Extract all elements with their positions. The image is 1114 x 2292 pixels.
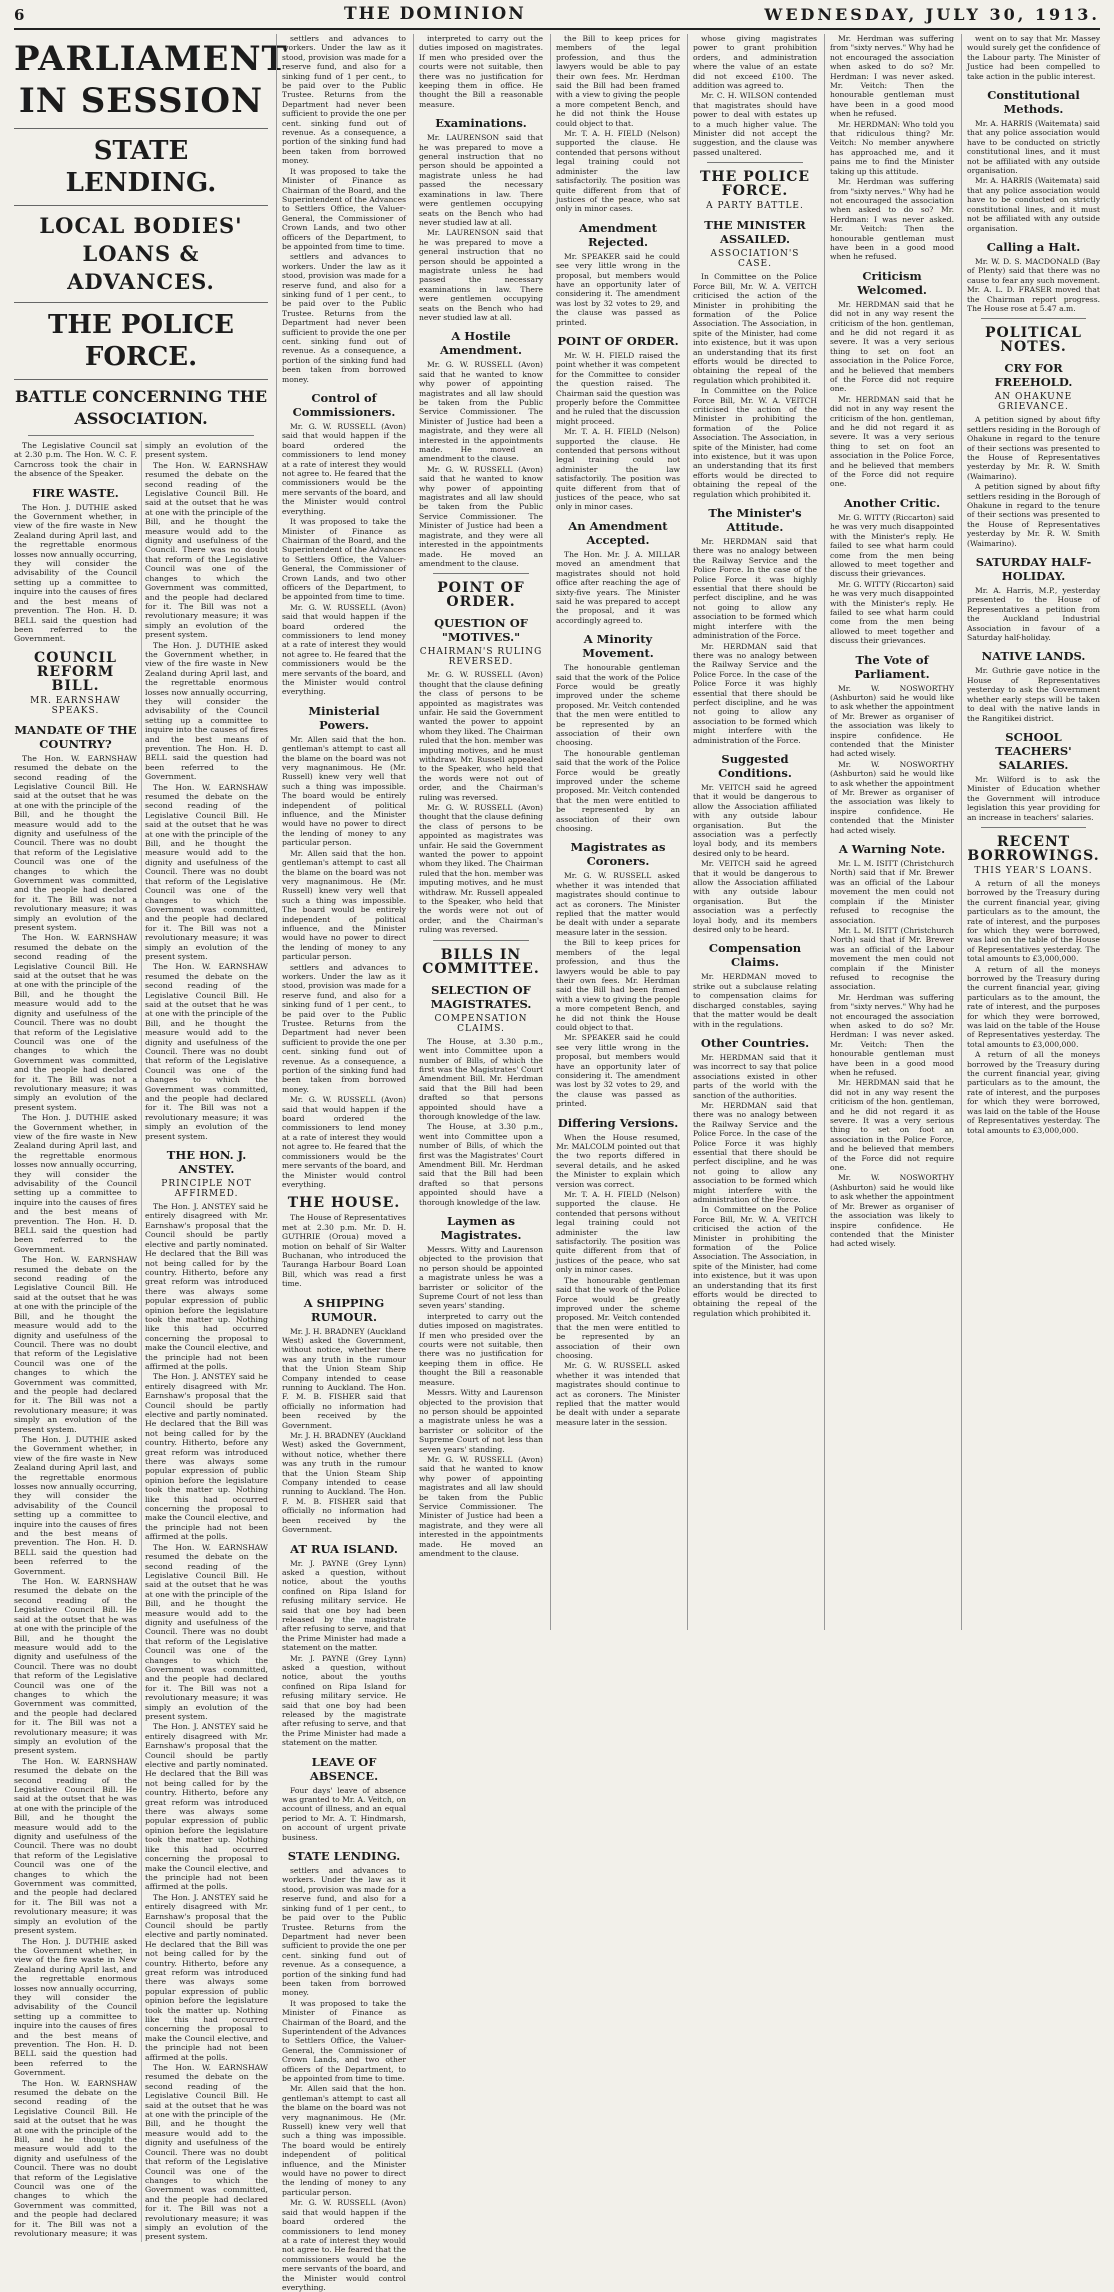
- deck-police-force: THE POLICE FORCE.: [14, 302, 268, 373]
- paragraph: The honourable gentleman said that the work of the Police Force would be greatly improved under the scheme proposed. Mr. Veitch contended that the men were entitled to be represented by an association of their own choosing.: [556, 663, 680, 748]
- paragraph: interpreted to carry out the duties imposed on magistrates. If men who presided over the courts were not suitable, then there was no justification for keeping them in office. He thought the Bill a reasonable measure.: [419, 1311, 543, 1387]
- paragraph: The Hon. J. DUTHIE asked the Government whether, in view of the fire waste in New Zealand during April last, and the regrettable enormous losses now annually occurring, they will consider the advisability of the Council setting up a committee to inquire into the causes of fires and the best means of prevention. The Hon. H. D. BELL said the question had been referred to the Government.: [14, 1936, 137, 2078]
- paragraph: whose giving magistrates power to grant prohibition orders, and administration where the value of an estate did not exceed £100. The addition was agreed to.: [693, 34, 817, 91]
- deck-state-lending: STATE LENDING.: [14, 128, 268, 199]
- section-heading: Magistrates as Coroners.: [570, 840, 666, 869]
- paragraph: Mr. HERDMAN: Who told you that ridiculous thing? Mr. Veitch: No member anywhere has approached me, and it pains me to find the Minister taking up this attitude.: [830, 119, 954, 176]
- paragraph: The Hon. W. EARNSHAW resumed the debate on the second reading of the Legislative Council Bill. He said at the outset that he was at one with the principle of the Bill, and he thought the measure would add to the dignity and usefulness of the Council. There was no doubt that reform of the Legislative Council was one of the changes to which the Government was committed, and the people had declared for it. The Bill was not a revolutionary measure; it was simply an evolution of the present system.: [14, 933, 137, 1112]
- paragraph: It was proposed to take the Minister of Finance as Chairman of the Board, and the Superintendent of the Advances to Settlers Office, the Valuer-General, the Commissioner of Crown Lands, and two other officers of the Department, to be appointed from time to time.: [282, 517, 406, 602]
- paragraph: Mr. G. W. RUSSELL (Avon) said that would happen if the board ordered the commissioners to lend money at a rate of interest they would not agree to. He feared that the commissioners would be the mere servants of the board, and the Minister would control everything.: [282, 2198, 406, 2292]
- subheading: THIS YEAR'S LOANS.: [974, 865, 1093, 876]
- paragraph: Mr. W. D. S. MACDONALD (Bay of Plenty) said that there was no cause to fear any such movement. Mr. A. L. D. FRASER moved that the Chairman report progress. The House rose at 5.47 a.m.: [967, 256, 1100, 313]
- paragraph: settlers and advances to workers. Under the law as it stood, provision was made for a reserve fund, and also for a sinking fund of 1 per cent., to be paid over to the Public Trustee. Returns from the Department had never been sufficient to provide the one per cent. sinking fund out of revenue. As a consequence, a portion of the sinking fund had been taken from borrowed money.: [282, 34, 406, 166]
- paragraph: Mr. G. W. RUSSELL (Avon) said that would happen if the board ordered the commissioners to lend money at a rate of interest they would not agree to. He feared that the commissioners would be the mere servants of the board, and the Minister would control everything.: [282, 602, 406, 697]
- section-heading: Suggested Conditions.: [718, 751, 792, 780]
- paragraph: The House, at 3.30 p.m., went into Committee upon a number of Bills, of which the first was the Magistrates' Court Amendment Bill. Mr. Herdman said that the Bill had been drafted so that persons appointed should have a thorough knowledge of the law.: [419, 1036, 543, 1121]
- paragraph: Mr. G. W. RUSSELL (Avon) said that would happen if the board ordered the commissioners to lend money at a rate of interest they would not agree to. He feared that the commissioners would be the mere servants of the board, and the Minister would control everything.: [282, 1095, 406, 1189]
- paragraph: The Hon. J. DUTHIE asked the Government whether, in view of the fire waste in New Zealand during April last, and the regrettable enormous losses now annually occurring, they will consider the advisability of the Council setting up a committee to inquire into the causes of fires and the best means of prevention. The Hon. H. D. BELL said the question had been referred to the Government.: [14, 1113, 137, 1254]
- paragraph: Mr. G. WITTY (Riccarton) said he was very much disappointed with the Minister's reply. He failed to see what harm could come from the men being allowed to meet together and discuss their grievances.: [830, 512, 954, 579]
- section-heading: Constitutional Methods.: [987, 88, 1080, 117]
- subheading: COMPENSATION CLAIMS.: [434, 1013, 528, 1034]
- section-heading: A Minority Movement.: [582, 632, 654, 661]
- page-number: 6: [14, 6, 25, 24]
- paragraph: The Hon. J. ANSTEY said he entirely disagreed with Mr. Earnshaw's proposal that the Council should be partly elective and partly nominated. He declared that the Bill was not being called for by the country. Hitherto, before any great reform was introduced there was always some popular expression of public opinion before the legislature took the matter up. Nothing like this had occurred concerning the proposal to make the Council elective, and the principle had not been affirmed at the polls.: [145, 1892, 268, 2062]
- column-4: [550, 34, 685, 1630]
- section-heading: POINT OF ORDER.: [557, 333, 679, 348]
- paragraph: settlers and advances to workers. Under the law as it stood, provision was made for a reserve fund, and also for a sinking fund of 1 per cent., to be paid over to the Public Trustee. Returns from the Department had never been sufficient to provide the one per cent. sinking fund out of revenue. As a consequence, a portion of the sinking fund had been taken from borrowed money.: [282, 962, 406, 1094]
- paragraph: Mr. W. H. FIELD raised the point whether it was competent for the Committee to consider the question raised. The Chairman said the question was properly before the Committee and he ruled that the discussion might proceed.: [556, 350, 681, 426]
- paragraph: Mr. HERDMAN said that there was no analogy between the Railway Service and the Police Force. In the case of the Police Force it was highly essential that there should be perfect discipline, and he was not going to allow any association to be formed which might interfere with the administration of the Force.: [693, 537, 817, 641]
- paragraph: Messrs. Witty and Laurenson objected to the provision that no person should be appointed a magistrate unless he was a barrister or solicitor of the Supreme Court of not less than seven years' standing.: [419, 1388, 543, 1454]
- section-heading: SELECTION OF MAGISTRATES.: [430, 982, 532, 1011]
- paragraph: A petition signed by about fifty settlers residing in the Borough of Ohakune in regard to the tenure of their sections was presented to the House of Representatives yesterday by Mr. R. W. Smith (Waimarino).: [967, 415, 1100, 481]
- page-columns: [14, 34, 1100, 2292]
- paragraph: The Hon. J. DUTHIE asked the Government whether, in view of the fire waste in New Zealand during April last, and the regrettable enormous losses now annually occurring, they will consider the advisability of the Council setting up a committee to inquire into the causes of fires and the best means of prevention. The Hon. H. D. BELL said the question had been referred to the Government.: [145, 640, 268, 782]
- paragraph: Mr. J. PAYNE (Grey Lynn) asked a question, without notice, about the youths confined on Ripa Island for refusing military service. He said that one boy had been released by the magistrate after refusing to serve, and that the Prime Minister had made a statement on the matter.: [282, 1653, 406, 1748]
- paragraph: Mr. W. NOSWORTHY (Ashburton) said he would like to ask whether the appointment of Mr. Brewer as organiser of the association was likely to inspire confidence. He contended that the Minister had acted wisely.: [830, 1173, 954, 1249]
- paragraph: The honourable gentleman said that the work of the Police Force would be greatly improved under the scheme proposed. Mr. Veitch contended that the men were entitled to be represented by an association of their own choosing.: [556, 1275, 680, 1360]
- paragraph: Mr. J. H. BRADNEY (Auckland West) asked the Government, without notice, whether there was any truth in the rumour that the Union Steam Ship Company intended to cease running to Auckland. The Hon. F. M. B. FISHER said that officially no information had been received by the Government.: [282, 1431, 406, 1535]
- paragraph: Mr. G. W. RUSSELL (Avon) said that would happen if the board ordered the commissioners to lend money at a rate of interest they would not agree to. He feared that the commissioners would be the mere servants of the board, and the Minister would control everything.: [282, 422, 406, 516]
- paragraph: the Bill to keep prices for members of the legal profession, and thus the lawyers would be able to pay their own fees. Mr. Herdman said the Bill had been framed with a view to giving the people a more competent Bench, and he did not think the House could object to that.: [556, 938, 680, 1032]
- issue-date: WEDNESDAY, JULY 30, 1913.: [764, 5, 1100, 24]
- column-7: [961, 34, 1100, 1630]
- paragraph: Mr. Guthrie gave notice in the House of Representatives yesterday to ask the Government whether early steps will be taken to deal with the native lands in the Rangitikei district.: [967, 666, 1100, 723]
- section-heading: A Hostile Amendment.: [440, 329, 522, 358]
- section-heading: SCHOOL TEACHERS' SALARIES.: [995, 729, 1072, 772]
- paragraph: Mr. HERDMAN said that it was incorrect to say that police associations existed in other parts of the world with the sanction of the authorities.: [693, 1052, 817, 1100]
- section-heading: Differing Versions.: [557, 1115, 679, 1130]
- paragraph: went on to say that Mr. Massey would surely get the confidence of the Labour party. The Minister of Justice had been compelled to take action in the public interest.: [967, 34, 1100, 81]
- paragraph: Mr. G. W. RUSSELL (Avon) said that he wanted to know why power of appointing magistrates and all law should be taken from the Public Service Commissioner. The Minister of Justice had been a magistrate, and they were all interested in the appointments made. He moved an amendment to the clause.: [419, 1454, 543, 1558]
- section-heading: LEAVE OF ABSENCE.: [309, 1754, 379, 1783]
- paragraph: Mr. LAURENSON said that he was prepared to move a general instruction that no person should be appointed a magistrate unless he had passed the necessary examinations in law. There were gentlemen occupying seats on the Bench who had never studied law at all.: [419, 228, 543, 322]
- paragraph: Mr. T. A. H. FIELD (Nelson) supported the clause. He contended that persons without legal training could not administer the law satisfactorily. The position was quite different from that of justices of the peace, who sat only in minor cases.: [556, 427, 680, 512]
- section-heading: THE HOUSE.: [287, 1195, 401, 1212]
- paragraph: Mr. G. W. RUSSELL (Avon) said that he wanted to know why power of appointing magistrates and all law should be taken from the Public Service Commissioner. The Minister of Justice had been a magistrate, and they were all interested in the appointments made. He moved an amendment to the clause.: [419, 360, 543, 464]
- paragraph: The Hon. W. EARNSHAW resumed the debate on the second reading of the Legislative Council Bill. He said at the outset that he was at one with the principle of the Bill, and he thought the measure would add to the dignity and usefulness of the Council. There was no doubt that reform of the Legislative Council was one of the changes to which the Government was committed, and the people had declared for it. The Bill was not a revolutionary measure; it was simply an evolution of the present system.: [145, 962, 268, 1141]
- paragraph: Mr. Allen said that the hon. gentleman's attempt to cast all the blame on the board was not very magnanimous. He (Mr. Russell) knew very well that such a thing was impossible. The board would be entirely independent of political influence, and the Minister would have no power to direct the lending of money to any particular person.: [282, 2084, 406, 2197]
- paragraph: Mr. HERDMAN said that he did not in any way resent the criticism of the hon. gentleman, and he did not regard it as severe. It was a very serious thing to set on foot an association in the Police Force, and he believed that members of the Force did not require one.: [830, 1078, 954, 1173]
- paragraph: Mr. LAURENSON said that he was prepared to move a general instruction that no person should be appointed a magistrate unless he had passed the necessary examinations in law. There were gentlemen occupying seats on the Bench who had never studied law at all.: [419, 133, 543, 227]
- section-heading: FIRE WASTE.: [32, 485, 119, 500]
- section-heading: A Warning Note.: [838, 842, 946, 857]
- section-heading: Another Critic.: [843, 495, 941, 510]
- paragraph: The Hon. W. EARNSHAW resumed the debate on the second reading of the Legislative Council Bill. He said at the outset that he was at one with the principle of the Bill, and he thought the measure would add to the dignity and usefulness of the Council. There was no doubt that reform of the Legislative Council was one of the changes to which the Government was committed, and the people had declared for it. The Bill was not a revolutionary measure; it was simply an evolution of the present system.: [14, 1255, 137, 1434]
- paragraph: The Hon. W. EARNSHAW resumed the debate on the second reading of the Legislative Council Bill. He said at the outset that he was at one with the principle of the Bill, and he thought the measure would add to the dignity and usefulness of the Council. There was no doubt that reform of the Legislative Council was one of the changes to which the Government was committed, and the people had declared for it. The Bill was not a revolutionary measure; it was simply an evolution of the present system.: [14, 1756, 137, 1936]
- paragraph: Mr. Wilford is to ask the Minister of Education whether the Government will introduce legislation this year providing for an increase in teachers' salaries.: [967, 774, 1100, 822]
- paragraph: Mr. A. HARRIS (Waitemata) said that any police association would have to be conducted on strictly constitutional lines, and it must not be affiliated with any outside organisation.: [967, 119, 1100, 176]
- paragraph: Mr. J. H. BRADNEY (Auckland West) asked the Government, without notice, whether there was any truth in the rumour that the Union Steam Ship Company intended to cease running to Auckland. The Hon. F. M. B. FISHER said that officially no information had been received by the Government.: [282, 1326, 406, 1430]
- section-heading: Laymen as Magistrates.: [440, 1214, 522, 1242]
- deck-battle: BATTLE CONCERNING THE ASSOCIATION.: [14, 379, 268, 430]
- section-heading: CRY FOR FREEHOLD.: [994, 361, 1073, 390]
- paragraph: Mr. Herdman was suffering from "sixty nerves." Why had he not encouraged the association when asked to do so? Mr. Herdman: I was never asked. Mr. Veitch: Then the honourable gentleman must have been in a good mood when he refused.: [830, 34, 954, 119]
- divider: [28, 435, 254, 436]
- section-heading: QUESTION OF "MOTIVES.": [434, 616, 528, 645]
- paragraph: Mr. VEITCH said he agreed that it would be dangerous to allow the Association affiliated with any outside labour organisation. But the association was a perfectly loyal body, and its members desired only to be heard.: [693, 859, 817, 935]
- paragraph: Mr. L. M. ISITT (Christchurch North) said that if Mr. Brewer was an official of the Labour movement the men could not complain if the Minister refused to recognise the association.: [830, 859, 954, 925]
- paragraph: Mr. J. PAYNE (Grey Lynn) asked a question, without notice, about the youths confined on Ripa Island for refusing military service. He said that one boy had been released by the magistrate after refusing to serve, and that the Prime Minister had made a statement on the matter.: [282, 1558, 406, 1653]
- section-heading: POINT OF ORDER.: [437, 580, 525, 611]
- section-heading: Ministerial Powers.: [308, 703, 380, 732]
- paragraph: Mr. W. NOSWORTHY (Ashburton) said he would like to ask whether the appointment of Mr. Brewer as organiser of the association was likely to inspire confidence. He contended that the Minister had acted wisely.: [830, 683, 954, 759]
- subheading: AN OHAKUNE GRIEVANCE.: [994, 392, 1073, 413]
- section-heading: Other Countries.: [700, 1035, 810, 1050]
- paragraph: Mr. HERDMAN said that he did not in any way resent the criticism of the hon. gentleman, and he did not regard it as severe. It was a very serious thing to set on foot an association in the Police Force, and he believed that members of the Force did not require one.: [830, 394, 954, 489]
- section-heading: The Vote of Parliament.: [854, 652, 930, 681]
- paragraph: The Hon. J. ANSTEY said he entirely disagreed with Mr. Earnshaw's proposal that the Council should be partly elective and partly nominated. He declared that the Bill was not being called for by the country. Hitherto, before any great reform was introduced there was always some popular expression of public opinion before the legislature took the matter up. Nothing like this had occurred concerning the proposal to make the Council elective, and the principle had not been affirmed at the polls.: [145, 1722, 268, 1892]
- paragraph: The honourable gentleman said that the work of the Police Force would be greatly improved under the scheme proposed. Mr. Veitch contended that the men were entitled to be represented by an association of their own choosing.: [556, 748, 680, 834]
- section-heading: The Minister's Attitude.: [708, 506, 802, 535]
- paragraph: In Committee on the Police Force Bill, Mr. W. A. VEITCH criticised the action of the Minister in prohibiting the formation of the Police Association. The Association, in spite of the Minister, had come into existence, but it was upon an understanding that its first efforts would be directed to obtaining the repeal of the regulation which prohibited it.: [693, 386, 817, 499]
- paragraph: settlers and advances to workers. Under the law as it stood, provision was made for a reserve fund, and also for a sinking fund of 1 per cent., to be paid over to the Public Trustee. Returns from the Department had never been sufficient to provide the one per cent. sinking fund out of revenue. As a consequence, a portion of the sinking fund had been taken from borrowed money.: [282, 1866, 406, 1998]
- paragraph: The Hon. W. EARNSHAW resumed the debate on the second reading of the Legislative Council Bill. He said at the outset that he was at one with the principle of the Bill, and he thought the measure would add to the dignity and usefulness of the Council. There was no doubt that reform of the Legislative Council was one of the changes to which the Government was committed, and the people had declared for it. The Bill was not a revolutionary measure; it was simply an evolution of the present system.: [14, 441, 268, 2239]
- paragraph: Four days' leave of absence was granted to Mr. A. Veitch, on account of illness, and an equal period to Mr. A. T. Hindmarsh, on account of urgent private business.: [282, 1785, 407, 1842]
- column-1-body: [14, 441, 268, 2242]
- paragraph: the Bill to keep prices for members of the legal profession, and thus the lawyers would be able to pay their own fees. Mr. Herdman said the Bill had been framed with a view to giving the people a more competent Bench, and he did not think the House could object to that.: [556, 34, 680, 128]
- section-heading: Compensation Claims.: [708, 941, 802, 970]
- section-heading: Amendment Rejected.: [579, 220, 657, 249]
- subheading: PRINCIPLE NOT AFFIRMED.: [161, 1179, 252, 1200]
- section-heading: Examinations.: [435, 116, 527, 131]
- column-2: [276, 34, 411, 2292]
- section-heading: SATURDAY HALF-HOLIDAY.: [975, 555, 1092, 584]
- column-5: [687, 34, 822, 1630]
- paragraph: The Hon. J. ANSTEY said he entirely disagreed with Mr. Earnshaw's proposal that the Council should be partly elective and partly nominated. He declared that the Bill was not being called for by the country. Hitherto, before any great reform was introduced there was always some popular expression of public opinion before the legislature took the matter up. Nothing like this had occurred concerning the proposal to make the Council elective, and the principle had not been affirmed at the polls.: [145, 1202, 268, 1371]
- paragraph: Messrs. Witty and Laurenson objected to the provision that no person should be appointed a magistrate unless he was a barrister or solicitor of the Supreme Court of not less than seven years' standing.: [419, 1245, 543, 1311]
- paragraph: A return of all the moneys borrowed by the Treasury during the current financial year, giving particulars as to the amount, the rate of interest, and the purposes for which they were borrowed, was laid on the table of the House of Representatives yesterday. The total amounts to £3,000,000.: [967, 1050, 1100, 1135]
- section-heading: THE POLICE FORCE.: [699, 169, 811, 200]
- paragraph: A petition signed by about fifty settlers residing in the Borough of Ohakune in regard to the tenure of their sections was presented to the House of Representatives yesterday by Mr. R. W. Smith (Waimarino).: [967, 482, 1100, 548]
- paragraph: The House of Representatives met at 2.30 p.m. Mr. D. H. GUTHRIE (Oroua) moved a motion on behalf of Sir Walter Buchanan, who introduced the Tauranga Harbour Board Loan Bill, which was read a first time.: [282, 1213, 406, 1289]
- paragraph: Mr. SPEAKER said he could see very little wrong in the proposal, but members would have an opportunity later of considering it. The amendment was lost by 32 votes to 29, and the clause was passed as printed.: [556, 1033, 680, 1109]
- paragraph: Mr. G. WITTY (Riccarton) said he was very much disappointed with the Minister's reply. He failed to see what harm could come from the men being allowed to meet together and discuss their grievances.: [830, 579, 954, 646]
- section-heading: BILLS IN COMMITTEE.: [422, 946, 540, 977]
- subheading: MR. EARNSHAW SPEAKS.: [30, 695, 121, 716]
- section-heading: THE HON. J. ANSTEY.: [166, 1148, 247, 1177]
- paragraph: In Committee on the Police Force Bill, Mr. W. A. VEITCH criticised the action of the Minister in prohibiting the formation of the Police Association. The Association, in spite of the Minister, had come into existence, but it was upon an understanding that its first efforts would be directed to obtaining the repeal of the regulation which prohibited it.: [693, 1205, 817, 1318]
- subheading: ASSOCIATION'S CASE.: [710, 249, 800, 270]
- section-heading: COUNCIL REFORM BILL.: [34, 649, 117, 694]
- paragraph: The Hon. J. DUTHIE asked the Government whether, in view of the fire waste in New Zealand during April last, and the regrettable enormous losses now annually occurring, they will consider the advisability of the Council setting up a committee to inquire into the causes of fires and the best means of prevention. The Hon. H. D. BELL said the question had been referred to the Government.: [14, 1434, 137, 1576]
- paragraph: Mr. Herdman was suffering from "sixty nerves." Why had he not encouraged the association when asked to do so? Mr. Herdman: I was never asked. Mr. Veitch: Then the honourable gentleman must have been in a good mood when he refused.: [830, 177, 954, 262]
- deck-local-bodies: LOCAL BODIES' LOANS & ADVANCES.: [14, 205, 268, 296]
- divider: [981, 827, 1086, 828]
- paragraph: It was proposed to take the Minister of Finance as Chairman of the Board, and the Superintendent of the Advances to Settlers Office, the Valuer-General, the Commissioner of Crown Lands, and two other officers of the Department, to be appointed from time to time.: [282, 166, 406, 251]
- section-heading: THE MINISTER ASSAILED.: [704, 218, 806, 247]
- paragraph: Mr. HERDMAN said that he did not in any way resent the criticism of the hon. gentleman, and he did not regard it as severe. It was a very serious thing to set on foot an association in the Police Force, and he believed that members of the Force did not require one.: [830, 299, 954, 394]
- subheading: A PARTY BATTLE.: [706, 201, 804, 212]
- paragraph: Mr. Allen said that the hon. gentleman's attempt to cast all the blame on the board was not very magnanimous. He (Mr. Russell) knew very well that such a thing was impossible. The board would be entirely independent of political influence, and the Minister would have no power to direct the lending of money to any particular person.: [282, 734, 406, 848]
- section-heading: NATIVE LANDS.: [981, 649, 1086, 664]
- paragraph: Mr. L. M. ISITT (Christchurch North) said that if Mr. Brewer was an official of the Labour movement the men could not complain if the Minister refused to recognise the association.: [830, 925, 954, 992]
- paragraph: The Hon. W. EARNSHAW resumed the debate on the second reading of the Legislative Council Bill. He said at the outset that he was at one with the principle of the Bill, and he thought the measure would add to the dignity and usefulness of the Council. There was no doubt that reform of the Legislative Council was one of the changes to which the Government was committed, and the people had declared for it. The Bill was not a revolutionary measure; it was simply an evolution of the present system.: [14, 753, 137, 933]
- paragraph: interpreted to carry out the duties imposed on magistrates. If men who presided over the courts were not suitable, then there was no justification for keeping them in office. He thought the Bill a reasonable measure.: [419, 34, 543, 109]
- column-1: [14, 34, 288, 2242]
- paragraph: Mr. Herdman was suffering from "sixty nerves." Why had he not encouraged the association when asked to do so? Mr. Herdman: I was never asked. Mr. Veitch: Then the honourable gentleman must have been in a good mood when he refused.: [830, 992, 954, 1077]
- paragraph: Mr. SPEAKER said he could see very little wrong in the proposal, but members would have an opportunity later of considering it. The amendment was lost by 32 votes to 29, and the clause was passed as printed.: [556, 251, 680, 327]
- divider: [707, 162, 803, 163]
- paragraph: In Committee on the Police Force Bill, Mr. W. A. VEITCH criticised the action of the Minister in prohibiting the formation of the Police Association. The Association, in spite of the Minister, had come into existence, but it was upon an understanding that its first efforts would be directed to obtaining the repeal of the regulation which prohibited it.: [693, 272, 817, 385]
- paragraph: The Hon. W. EARNSHAW resumed the debate on the second reading of the Legislative Council Bill. He said at the outset that he was at one with the principle of the Bill, and he thought the measure would add to the dignity and usefulness of the Council. There was no doubt that reform of the Legislative Council was one of the changes to which the Government was committed, and the people had declared for it. The Bill was not a revolutionary measure; it was simply an evolution of the present system.: [145, 2063, 268, 2242]
- divider: [433, 940, 529, 941]
- paragraph: Mr. T. A. H. FIELD (Nelson) supported the clause. He contended that persons without legal training could not administer the law satisfactorily. The position was quite different from that of justices of the peace, who sat only in minor cases.: [556, 1190, 680, 1275]
- paragraph: Mr. W. NOSWORTHY (Ashburton) said he would like to ask whether the appointment of Mr. Brewer as organiser of the association was likely to inspire confidence. He contended that the Minister had acted wisely.: [830, 759, 954, 835]
- paragraph: Mr. G. W. RUSSELL (Avon) thought that the clause defining the class of persons to be appointed as magistrates was unfair. He said the Government wanted the power to appoint whom they liked. The Chairman ruled that the hon. member was imputing motives, and he must withdraw. Mr. Russell appealed to the Speaker, who held that the words were not out of order, and the Chairman's ruling was reversed.: [419, 803, 543, 935]
- paragraph: Mr. A. Harris, M.P., yesterday presented to the House of Representatives a petition from the Auckland Industrial Association in favour of a Saturday half-holiday.: [967, 586, 1100, 643]
- masthead: [14, 4, 1100, 30]
- paragraph: The Hon. W. EARNSHAW resumed the debate on the second reading of the Legislative Council Bill. He said at the outset that he was at one with the principle of the Bill, and he thought the measure would add to the dignity and usefulness of the Council. There was no doubt that reform of the Legislative Council was one of the changes to which the Government was committed, and the people had declared for it. The Bill was not a revolutionary measure; it was simply an evolution of the present system.: [145, 1542, 268, 1721]
- paragraph: Mr. VEITCH said he agreed that it would be dangerous to allow the Association affiliated with any outside labour organisation. But the association was a perfectly loyal body, and its members desired only to be heard.: [693, 782, 817, 858]
- paragraph: It was proposed to take the Minister of Finance as Chairman of the Board, and the Superintendent of the Advances to Settlers Office, the Valuer-General, the Commissioner of Crown Lands, and two other officers of the Department, to be appointed from time to time.: [282, 1998, 406, 2083]
- paragraph: Mr. A. HARRIS (Waitemata) said that any police association would have to be conducted on strictly constitutional lines, and it must not be affiliated with any outside organisation.: [967, 176, 1100, 233]
- section-heading: STATE LENDING.: [287, 1849, 401, 1864]
- paragraph: Mr. G. W. RUSSELL asked whether it was intended that magistrates should continue to act as coroners. The Minister replied that the matter would be dealt with under a separate measure later in the session.: [556, 871, 680, 937]
- paragraph: When the House resumed, Mr. MALCOLM pointed out that the two reports differed in several details, and he asked the Minister to explain which version was correct.: [556, 1132, 680, 1189]
- paragraph: Mr. HERDMAN moved to strike out a subclause relating to compensation claims for discharged constables, saying that the matter would be dealt with in the regulations.: [693, 972, 817, 1029]
- paragraph: Mr. G. W. RUSSELL asked whether it was intended that magistrates should continue to act as coroners. The Minister replied that the matter would be dealt with under a separate measure later in the session.: [556, 1361, 680, 1427]
- subheading: CHAIRMAN'S RULING REVERSED.: [419, 647, 543, 668]
- paragraph: Mr. T. A. H. FIELD (Nelson) supported the clause. He contended that persons without legal training could not administer the law satisfactorily. The position was quite different from that of justices of the peace, who sat only in minor cases.: [556, 129, 680, 214]
- section-heading: A SHIPPING RUMOUR.: [303, 1295, 385, 1324]
- paragraph: The Legislative Council sat at 2.30 p.m. The Hon. W. C. F. Carncross took the chair in the absence of the Speaker.: [14, 441, 137, 479]
- column-6: [824, 34, 959, 1630]
- paragraph: Mr. G. W. RUSSELL (Avon) thought that the clause defining the class of persons to be appointed as magistrates was unfair. He said the Government wanted the power to appoint whom they liked. The Chairman ruled that the hon. member was imputing motives, and he must withdraw. Mr. Russell appealed to the Speaker, who held that the words were not out of order, and the Chairman's ruling was reversed.: [419, 670, 543, 802]
- banner-headline: PARLIAMENT IN SESSION: [14, 39, 288, 121]
- paragraph: Mr. HERDMAN said that there was no analogy between the Railway Service and the Police Force. In the case of the Police Force it was highly essential that there should be perfect discipline, and he was not going to allow any association to be formed which might interfere with the administration of the Force.: [693, 641, 817, 745]
- paragraph: Mr. HERDMAN said that there was no analogy between the Railway Service and the Police Force. In the case of the Police Force it was highly essential that there should be perfect discipline, and he was not going to allow any association to be formed which might interfere with the administration of the Force.: [693, 1100, 817, 1204]
- paragraph: settlers and advances to workers. Under the law as it stood, provision was made for a reserve fund, and also for a sinking fund of 1 per cent., to be paid over to the Public Trustee. Returns from the Department had never been sufficient to provide the one per cent. sinking fund out of revenue. As a consequence, a portion of the sinking fund had been taken from borrowed money.: [282, 252, 406, 384]
- paragraph: The Hon. W. EARNSHAW resumed the debate on the second reading of the Legislative Council Bill. He said at the outset that he was at one with the principle of the Bill, and he thought the measure would add to the dignity and usefulness of the Council. There was no doubt that reform of the Legislative Council was one of the changes to which the Government was committed, and the people had declared for it. The Bill was not a revolutionary measure; it was simply an evolution of the present system.: [145, 782, 268, 961]
- section-heading: MANDATE OF THE COUNTRY?: [14, 722, 137, 751]
- paragraph: The Hon. W. EARNSHAW resumed the debate on the second reading of the Legislative Council Bill. He said at the outset that he was at one with the principle of the Bill, and he thought the measure would add to the dignity and usefulness of the Council. There was no doubt that reform of the Legislative Council was one of the changes to which the Government was committed, and the people had declared for it. The Bill was not a revolutionary measure; it was simply an evolution of the present system.: [145, 460, 268, 640]
- section-heading: RECENT BORROWINGS.: [967, 833, 1100, 864]
- paper-name: THE DOMINION: [344, 4, 526, 24]
- divider: [981, 318, 1086, 319]
- section-heading: An Amendment Accepted.: [568, 518, 668, 547]
- section-heading: POLITICAL NOTES.: [985, 325, 1082, 356]
- paragraph: A return of all the moneys borrowed by the Treasury during the current financial year, giving particulars as to the amount, the rate of interest, and the purposes for which they were borrowed, was laid on the table of the House of Representatives yesterday. The total amounts to £3,000,000.: [967, 964, 1100, 1049]
- paragraph: The Hon. W. EARNSHAW resumed the debate on the second reading of the Legislative Council Bill. He said at the outset that he was at one with the principle of the Bill, and he thought the measure would add to the dignity and usefulness of the Council. There was no doubt that reform of the Legislative Council was one of the changes to which the Government was committed, and the people had declared for it. The Bill was not a revolutionary measure; it was simply an evolution of the present system.: [14, 1577, 137, 1756]
- divider: [433, 573, 529, 574]
- section-heading: AT RUA ISLAND.: [290, 1541, 398, 1556]
- section-heading: Calling a Halt.: [986, 239, 1081, 254]
- paragraph: Mr. G. W. RUSSELL (Avon) said that he wanted to know why power of appointing magistrates and all law should be taken from the Public Service Commissioner. The Minister of Justice had been a magistrate, and they were all interested in the appointments made. He moved an amendment to the clause.: [419, 464, 543, 568]
- paragraph: The Hon. J. DUTHIE asked the Government whether, in view of the fire waste in New Zealand during April last, and the regrettable enormous losses now annually occurring, they will consider the advisability of the Council setting up a committee to inquire into the causes of fires and the best means of prevention. The Hon. H. D. BELL said the question had been referred to the Government.: [14, 502, 137, 644]
- paragraph: Mr. Allen said that the hon. gentleman's attempt to cast all the blame on the board was not very magnanimous. He (Mr. Russell) knew very well that such a thing was impossible. The board would be entirely independent of political influence, and the Minister would have no power to direct the lending of money to any particular person.: [282, 848, 406, 962]
- column-3: [413, 34, 548, 1630]
- paragraph: The Hon. Mr. J. A. MILLAR moved an amendment that magistrates should not hold office after reaching the age of sixty-five years. The Minister said he was prepared to accept the proposal, and it was accordingly agreed to.: [556, 549, 680, 625]
- paragraph: Mr. C. H. WILSON contended that magistrates should have power to deal with estates up to a much higher value. The Minister did not accept the suggestion, and the clause was passed unaltered.: [693, 91, 817, 157]
- section-heading: Criticism Welcomed.: [857, 268, 927, 297]
- paragraph: A return of all the moneys borrowed by the Treasury during the current financial year, giving particulars as to the amount, the rate of interest, and the purposes for which they were borrowed, was laid on the table of the House of Representatives yesterday. The total amounts to £3,000,000.: [967, 878, 1100, 964]
- paragraph: The House, at 3.30 p.m., went into Committee upon a number of Bills, of which the first was the Magistrates' Court Amendment Bill. Mr. Herdman said that the Bill had been drafted so that persons appointed should have a thorough knowledge of the law.: [419, 1122, 543, 1207]
- section-heading: Control of Commissioners.: [292, 391, 396, 420]
- paragraph: The Hon. J. ANSTEY said he entirely disagreed with Mr. Earnshaw's proposal that the Council should be partly elective and partly nominated. He declared that the Bill was not being called for by the country. Hitherto, before any great reform was introduced there was always some popular expression of public opinion before the legislature took the matter up. Nothing like this had occurred concerning the proposal to make the Council elective, and the principle had not been affirmed at the polls.: [145, 1372, 268, 1542]
